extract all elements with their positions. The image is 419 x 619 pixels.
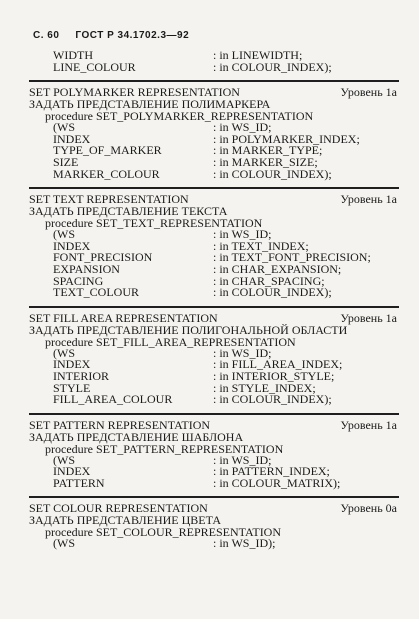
section-title-line	[29, 419, 399, 431]
param-name: INTERIOR	[53, 368, 109, 383]
param-type: : in COLOUR_INDEX);	[213, 392, 332, 407]
standard-code: ГОСТ Р 34.1702.3—92	[75, 30, 190, 41]
param-row	[29, 475, 399, 490]
param-name: PATTERN	[53, 475, 105, 490]
procedure-line: procedure SET_PATTERN_REPRESENTATION	[45, 441, 284, 456]
param-name: (WS	[53, 227, 75, 242]
param-name: INDEX	[53, 357, 91, 372]
section-title-line	[29, 502, 399, 514]
section-pattern	[29, 415, 399, 490]
procedure-line: procedure SET_FILL_AREA_REPRESENTATION	[45, 334, 296, 349]
param-name: MARKER_COLOUR	[53, 166, 160, 181]
param-type: : in LINEWIDTH;	[213, 48, 303, 62]
param-type: : in COLOUR_MATRIX);	[213, 475, 341, 490]
section-title: SET POLYMARKER REPRESENTATION	[29, 85, 240, 100]
level-label: Уровень 0a	[340, 501, 397, 516]
section-title-ru: ЗАДАТЬ ПРЕДСТАВЛЕНИЕ ЦВЕТА	[29, 513, 222, 528]
param-rows	[29, 229, 399, 299]
level-label: Уровень 1a	[340, 310, 397, 325]
param-type: : in COLOUR_INDEX);	[213, 285, 332, 300]
param-name: SPACING	[53, 273, 104, 288]
param-type: : in FILL_AREA_INDEX;	[213, 357, 343, 372]
procedure-line: procedure SET_POLYMARKER_REPRESENTATION	[45, 109, 314, 124]
param-name: FONT_PRECISION	[53, 250, 153, 265]
param-type: : in MARKER_SIZE;	[213, 154, 318, 169]
param-type: : in WS_ID;	[213, 227, 272, 242]
section-colour	[29, 498, 399, 550]
section-title-ru: ЗАДАТЬ ПРЕДСТАВЛЕНИЕ ПОЛИГОНАЛЬНОЙ ОБЛАСТИ	[29, 322, 348, 337]
param-type: : in TEXT_FONT_PRECISION;	[213, 250, 371, 265]
section-title-line	[29, 86, 399, 98]
param-row	[29, 166, 399, 181]
page-number: С. 60	[33, 30, 60, 41]
param-row	[29, 59, 399, 74]
param-name: INDEX	[53, 238, 91, 253]
param-rows	[29, 452, 399, 490]
param-name: SIZE	[53, 154, 79, 169]
procedure-line: procedure SET_COLOUR_REPRESENTATION	[45, 525, 282, 540]
param-type: : in COLOUR_INDEX);	[213, 166, 332, 181]
param-name: WIDTH	[53, 48, 93, 62]
param-row	[29, 538, 399, 550]
param-name: (WS	[53, 452, 75, 467]
section-fill-area	[29, 308, 399, 406]
param-name: INDEX	[53, 464, 91, 479]
section-title: SET FILL AREA REPRESENTATION	[29, 310, 218, 325]
param-name: LINE_COLOUR	[53, 59, 136, 74]
procedure-line: procedure SET_TEXT_REPRESENTATION	[45, 216, 263, 231]
section-text	[29, 189, 399, 299]
param-name: TEXT_COLOUR	[53, 285, 139, 300]
section-title: SET COLOUR REPRESENTATION	[29, 501, 208, 516]
param-name: FILL_AREA_COLOUR	[53, 392, 173, 407]
param-type: : in WS_ID;	[213, 120, 272, 135]
param-type: : in TEXT_INDEX;	[213, 238, 309, 253]
param-type: : in INTERIOR_STYLE;	[213, 368, 335, 383]
param-type: : in WS_ID);	[213, 536, 276, 551]
param-name: STYLE	[53, 380, 91, 395]
section-title: SET PATTERN REPRESENTATION	[29, 417, 211, 432]
param-type: : in STYLE_INDEX;	[213, 380, 316, 395]
section-title-line	[29, 312, 399, 324]
param-type: : in CHAR_EXPANSION;	[213, 261, 342, 276]
param-type: : in PATTERN_INDEX;	[213, 464, 330, 479]
param-type: : in WS_ID;	[213, 452, 272, 467]
param-rows	[29, 345, 399, 407]
section-title: SET TEXT REPRESENTATION	[29, 192, 189, 207]
param-type: : in COLOUR_INDEX);	[213, 59, 332, 74]
section-title-ru: ЗАДАТЬ ПРЕДСТАВЛЕНИЕ ПОЛИМАРКЕРА	[29, 97, 271, 112]
param-type: : in WS_ID;	[213, 345, 272, 360]
param-name: TYPE_OF_MARKER	[53, 143, 162, 158]
param-row	[29, 394, 399, 406]
intro-rows	[29, 50, 399, 73]
section-polymarker	[29, 82, 399, 180]
param-name: EXPANSION	[53, 261, 120, 276]
param-type: : in MARKER_TYPE;	[213, 143, 323, 158]
param-rows	[29, 122, 399, 180]
level-label: Уровень 1a	[340, 85, 397, 100]
level-label: Уровень 1a	[340, 417, 397, 432]
param-name: (WS	[53, 345, 75, 360]
document-body	[29, 50, 399, 550]
section-title-line	[29, 193, 399, 205]
param-name: (WS	[53, 120, 75, 135]
section-title-ru: ЗАДАТЬ ПРЕДСТАВЛЕНИЕ ШАБЛОНА	[29, 429, 244, 444]
param-name: INDEX	[53, 131, 91, 146]
page-header	[33, 30, 189, 41]
param-rows	[29, 538, 399, 550]
param-name: (WS	[53, 536, 75, 551]
param-row	[29, 287, 399, 299]
param-type: : in POLYMARKER_INDEX;	[213, 131, 360, 146]
level-label: Уровень 1a	[340, 192, 397, 207]
section-title-ru: ЗАДАТЬ ПРЕДСТАВЛЕНИЕ ТЕКСТА	[29, 204, 228, 219]
param-type: : in CHAR_SPACING;	[213, 273, 325, 288]
